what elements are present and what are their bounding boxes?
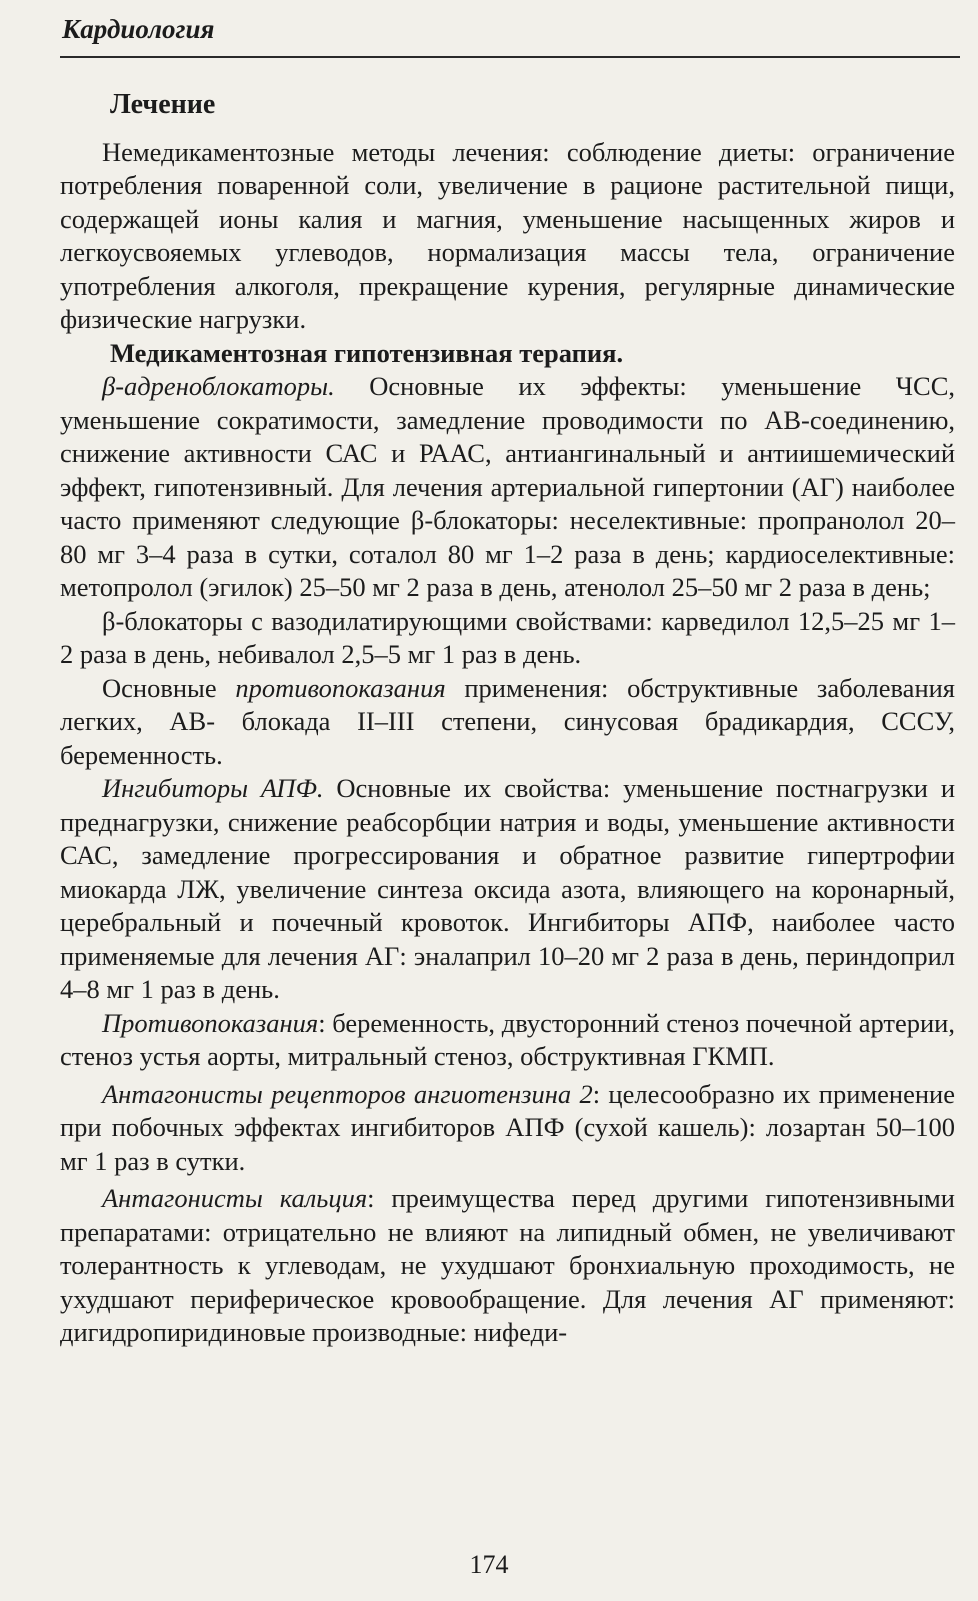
paragraph-arb xyxy=(60,1078,955,1179)
term-contraindications: Противопоказания xyxy=(102,1007,319,1038)
paragraph-text: применения: обструктивные заболевания легких, АВ- блокада II–III степени, синусовая брадикардия, СССУ, беременность. xyxy=(60,672,955,770)
subsection-title: Медикаментозная гипотензивная терапия. xyxy=(110,337,624,368)
paragraph-text: : беременность, двусторонний стеноз почечной артерии, стеноз устья аорты, митральный стеноз, обструктивная ГКМП. xyxy=(60,1007,955,1071)
paragraph-text: Основные их свойства: уменьшение постнагрузки и преднагрузки, снижение реабсорбции натрия и воды, уменьшение активности САС, замедление прогрессирования и обратное развитие гипертрофии миокарда ЛЖ, увеличение синтеза оксида азота, влияющего на коронарный, церебральный и почечный кровоток. Ингибиторы АПФ, наиболее часто применяемые для лечения АГ: эналаприл 10–20 мг 2 раза в день, периндоприл 4–8 мг 1 раз в день. xyxy=(60,773,955,1004)
header-rule xyxy=(60,56,960,58)
term-beta-blockers: β-адреноблокаторы. xyxy=(102,371,335,401)
paragraph-calcium-antagonists xyxy=(60,1182,955,1350)
paragraph-contraindications-beta xyxy=(60,672,955,773)
paragraph-text: Немедикаментозные методы лечения: соблюдение диеты: ограничение потребления поваренной соли, увеличение в рационе растительной пищи, содержащей ионы калия и магния, уменьшение насыщенных жиров и легкоусвояемых углеводов, нормализация массы тела, ограничение употребления алкоголя, прекращение курения, регулярные динамические физические нагрузки. xyxy=(60,136,955,334)
section-title: Лечение xyxy=(110,89,216,120)
term-contraindications: противопоказания xyxy=(235,672,446,703)
paragraph-vasodilating-beta-blockers xyxy=(60,605,955,672)
page-content xyxy=(60,88,955,1350)
paragraph-ace-inhibitors xyxy=(60,772,955,1007)
paragraph-text: : целесообразно их применение при побочных эффектах ингибиторов АПФ (сухой кашель): лозартан 50–100 мг 1 раз в сутки. xyxy=(60,1078,955,1176)
paragraph-text: Основные их эффекты: уменьшение ЧСС, уменьшение сократимости, замедление проводимости по АВ-соединению, снижение активности САС и РААС, антиангинальный и антиишемический эффект, гипотензивный. Для лечения артериальной гипертонии (АГ) наиболее часто применяют следующие β-блокаторы: неселективные: пропранолол 20–80 мг 3–4 раза в сутки, соталол 80 мг 1–2 раза в день; кардиоселективные: метопролол (эгилок) 25–50 мг 2 раза в день, атенолол 25–50 мг 2 раза в день; xyxy=(60,371,955,602)
running-head: Кардиология xyxy=(62,14,215,44)
paragraph-text: : преимущества перед другими гипотензивными препаратами: отрицательно не влияют на липидный обмен, не увеличивают толерантность к углеводам, не ухудшают бронхиальную проходимость, не ухудшают периферическое кровообращение. Для лечения АГ применяют: дигидропиридиновые производные: нифеди- xyxy=(60,1183,955,1347)
paragraph-non-drug-treatment xyxy=(60,136,955,337)
term-ace-inhibitors: Ингибиторы АПФ. xyxy=(102,773,324,803)
paragraph-text: Основные xyxy=(102,672,236,703)
term-calcium-antagonists: Антагонисты кальция xyxy=(102,1183,368,1213)
page-number: 174 xyxy=(469,1550,509,1579)
term-arb: Антагонисты рецепторов ангиотензина 2 xyxy=(102,1078,593,1109)
paragraph-ace-contraindications xyxy=(60,1007,955,1074)
paragraph-text: β-блокаторы с вазодилатирующими свойствами: карведилол 12,5–25 мг 1–2 раза в день, небивалол 2,5–5 мг 1 раз в день. xyxy=(60,605,955,669)
paragraph-beta-blockers xyxy=(60,370,955,605)
